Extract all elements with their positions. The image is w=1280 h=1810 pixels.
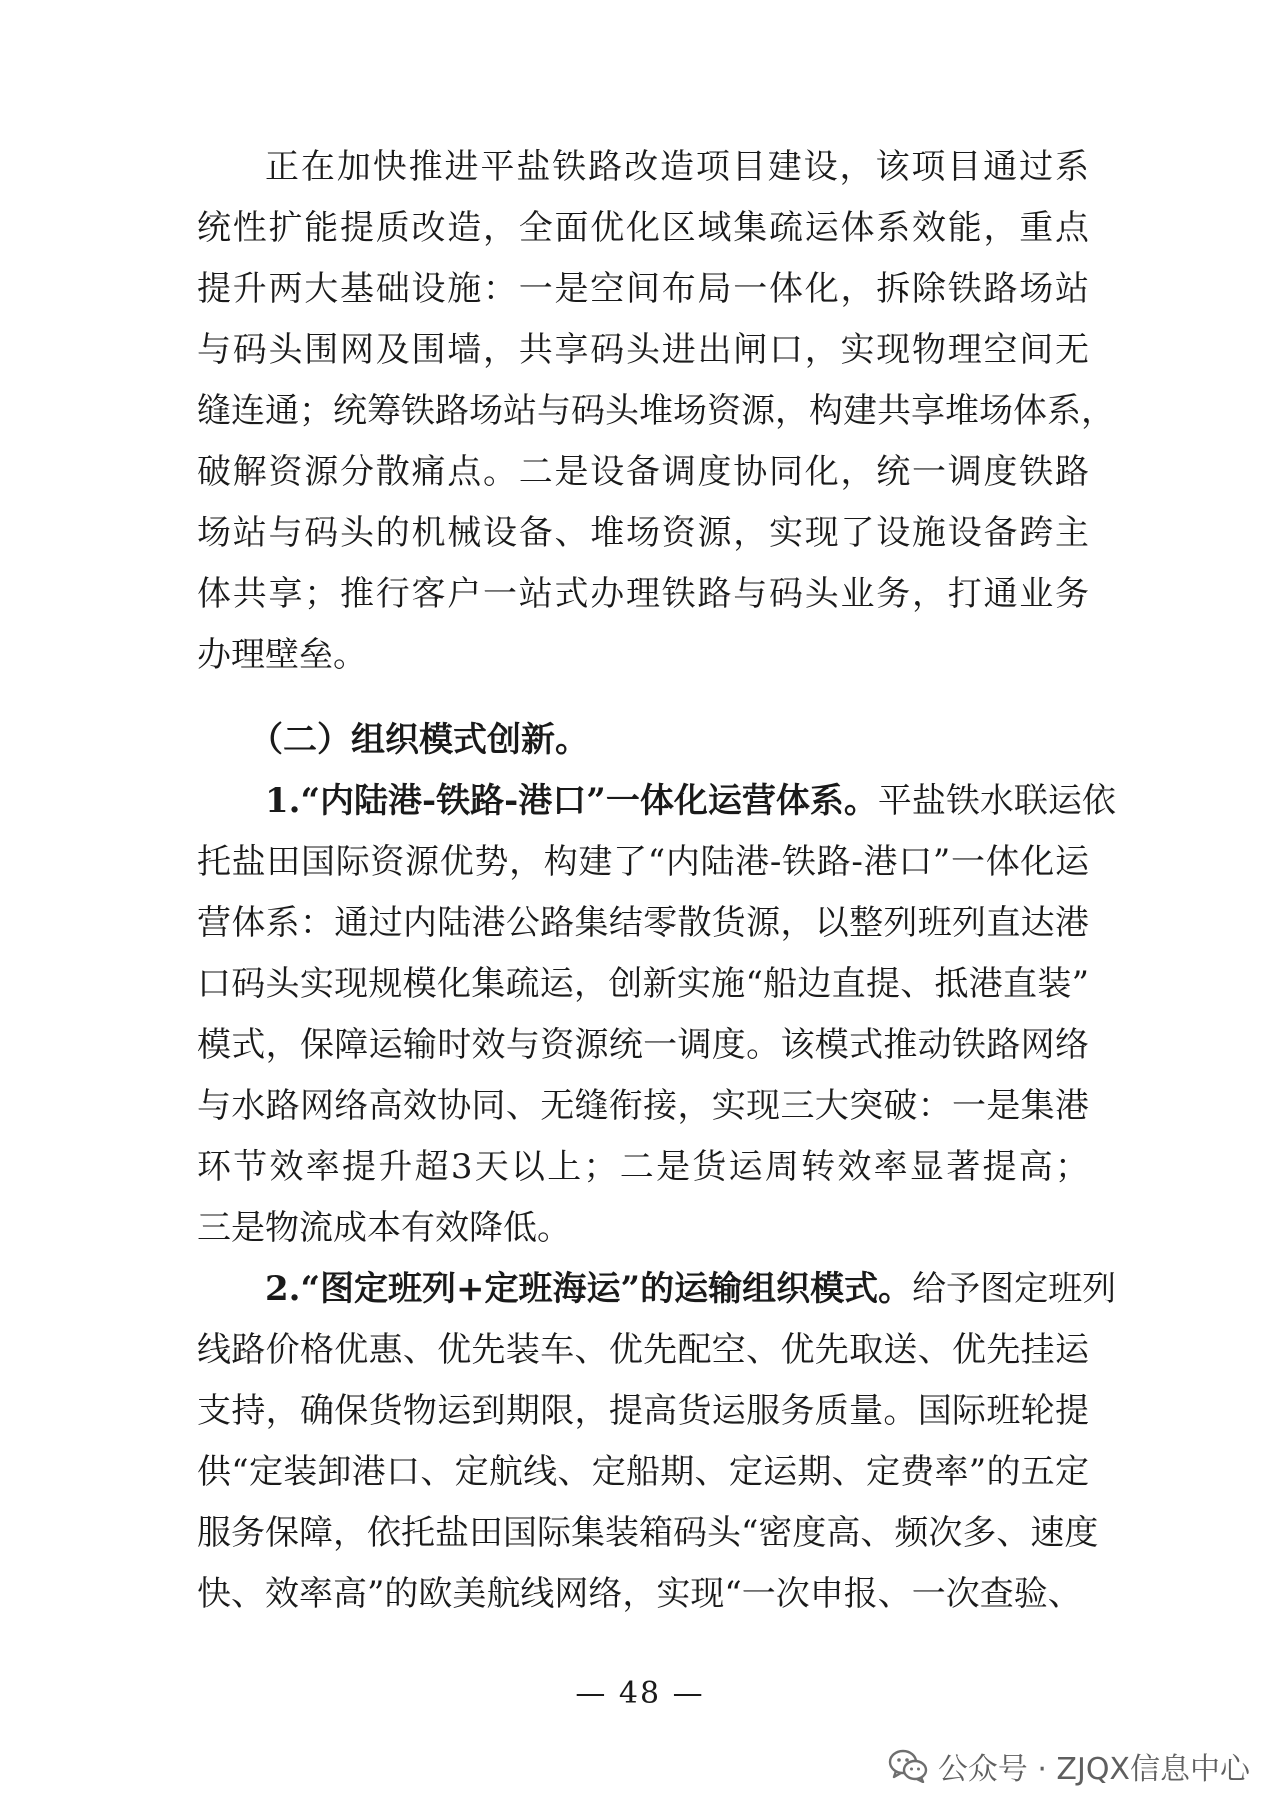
paragraph-line: 破解资源分散痛点。二是设备调度协同化，统一调度铁路	[197, 452, 1089, 492]
paragraph-lead-rest: 平盐铁水联运依	[877, 781, 1116, 821]
paragraph-line: 供“定装卸港口、定航线、定船期、定运期、定费率”的五定	[197, 1452, 1089, 1492]
paragraph-2	[197, 771, 1116, 1259]
paragraph-line: 托盐田国际资源优势，构建了“内陆港-铁路-港口”一体化运	[197, 842, 1089, 882]
section-heading: （二）组织模式创新。	[249, 720, 589, 760]
paragraph-line: 提升两大基础设施：一是空间布局一体化，拆除铁路场站	[197, 269, 1089, 309]
paragraph-line: 环节效率提升超3天以上；二是货运周转效率显著提高；	[197, 1147, 1089, 1187]
paragraph-line: 与水路网络高效协同、无缝衔接，实现三大突破：一是集港	[197, 1086, 1089, 1126]
paragraph-line: 营体系：通过内陆港公路集结零散货源，以整列班列直达港	[197, 903, 1089, 943]
paragraph-first-line	[197, 771, 1116, 832]
page-number: — 48 —	[575, 1676, 705, 1711]
paragraph-line: 统性扩能提质改造，全面优化区域集疏运体系效能，重点	[197, 208, 1089, 248]
paragraph-3	[197, 1259, 1117, 1625]
paragraph-1	[197, 137, 1115, 686]
paragraph-lead-rest: 给予图定班列	[912, 1269, 1117, 1309]
paragraph-line: 体共享；推行客户一站式办理铁路与码头业务，打通业务	[197, 574, 1089, 614]
paragraph-line: 服务保障，依托盐田国际集装箱码头“密度高、频次多、速度	[197, 1513, 1099, 1553]
paragraph-line: 快、效率高”的欧美航线网络，实现“一次申报、一次查验、	[197, 1574, 1082, 1614]
wechat-watermark	[888, 1744, 1250, 1788]
section-heading-block	[197, 710, 1089, 771]
paragraph-line: 支持，确保货物运到期限，提高货运服务质量。国际班轮提	[197, 1391, 1089, 1431]
paragraph-line: 线路价格优惠、优先装车、优先配空、优先取送、优先挂运	[197, 1330, 1089, 1370]
wechat-icon	[888, 1749, 928, 1783]
paragraph-lead-bold: 1.“内陆港-铁路-港口”一体化运营体系。	[265, 781, 878, 821]
paragraph-line: 与码头围网及围墙，共享码头进出闸口，实现物理空间无	[197, 330, 1089, 370]
paragraph-line: 三是物流成本有效降低。	[197, 1208, 571, 1248]
watermark-text: 公众号 · ZJQX信息中心	[937, 1752, 1250, 1787]
paragraph-line: 正在加快推进平盐铁路改造项目建设，该项目通过系	[265, 147, 1089, 187]
paragraph-line: 办理壁垒。	[197, 635, 367, 675]
paragraph-line: 缝连通；统筹铁路场站与码头堆场资源，构建共享堆场体系，	[197, 391, 1115, 431]
paragraph-lead-bold: 2.“图定班列+定班海运”的运输组织模式。	[265, 1269, 913, 1309]
paragraph-line: 模式，保障运输时效与资源统一调度。该模式推动铁路网络	[197, 1025, 1089, 1065]
paragraph-line: 口码头实现规模化集疏运，创新实施“船边直提、抵港直装”	[197, 964, 1089, 1004]
paragraph-first-line	[197, 1259, 1117, 1320]
paragraph-line: 场站与码头的机械设备、堆场资源，实现了设施设备跨主	[197, 513, 1089, 553]
